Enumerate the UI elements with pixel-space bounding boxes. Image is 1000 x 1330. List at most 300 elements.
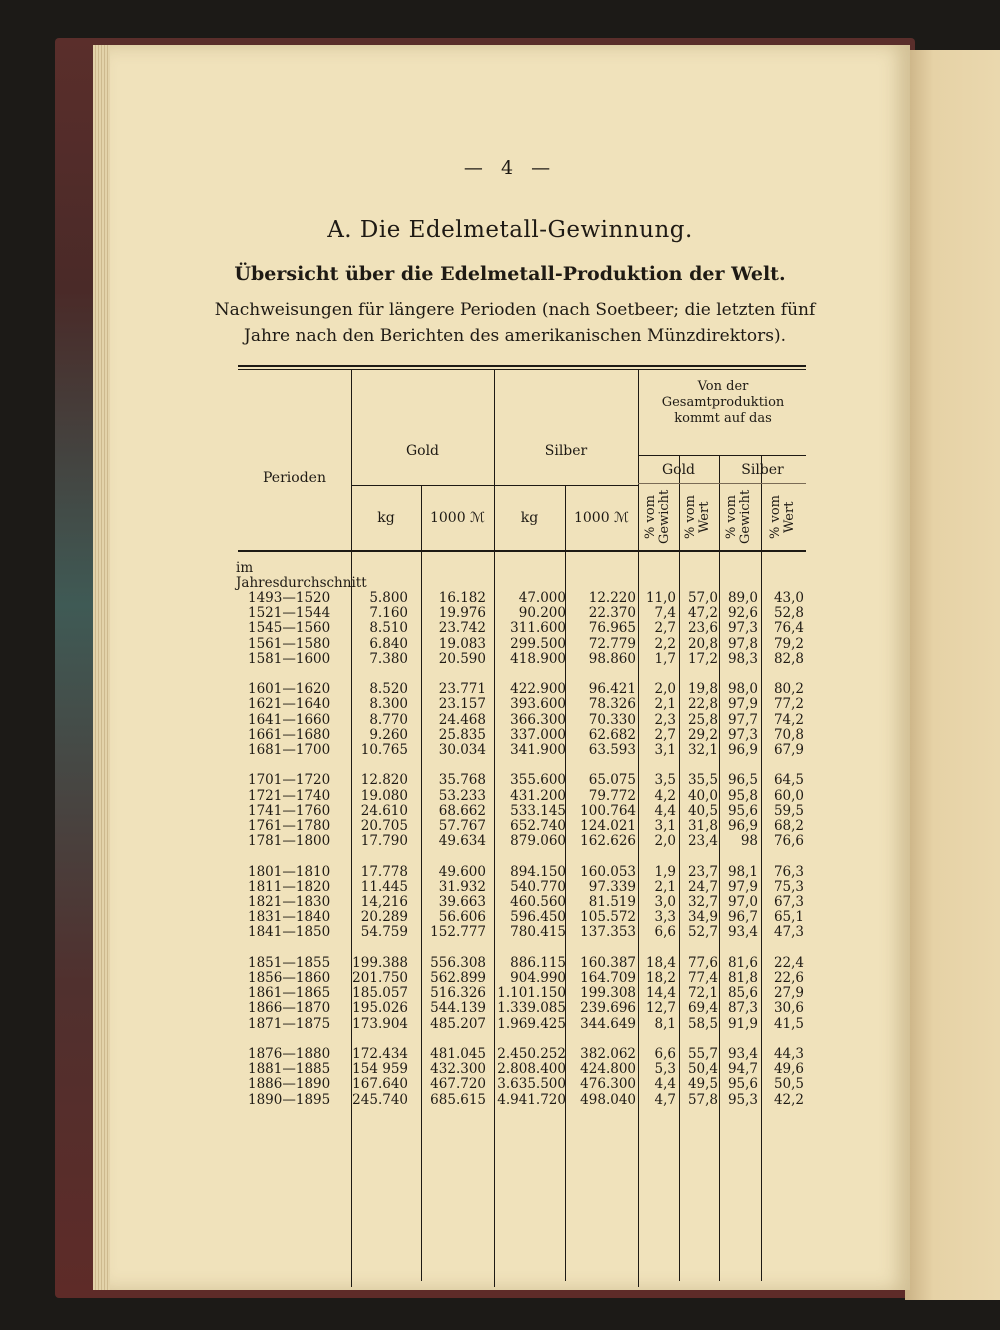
cell-silber-kg: 90.200	[518, 605, 566, 622]
cell-gold-wert: 29,2	[687, 726, 718, 743]
cell-gold-kg: 8.300	[369, 696, 408, 713]
cell-silber-wert: 76,4	[773, 620, 804, 637]
share-subrule	[638, 483, 806, 484]
cell-gold-wert: 40,5	[687, 802, 718, 819]
cell-period: 1866—1870	[248, 1000, 331, 1017]
cell-silber-mark: 476.300	[580, 1076, 636, 1093]
cell-silber-kg: 460.560	[510, 894, 566, 910]
cell-period: 1871—1875	[248, 1015, 331, 1032]
cell-silber-wert: 77,2	[773, 696, 804, 713]
cell-silber-wert: 68,2	[773, 818, 804, 834]
cell-gold-mark: 35.768	[438, 772, 486, 789]
cell-gold-gew: 3,1	[654, 742, 676, 758]
cell-silber-mark: 97.339	[588, 878, 636, 895]
cell-silber-kg: 393.600	[510, 696, 566, 713]
cell-gold-wert: 57,0	[687, 590, 718, 606]
cell-period: 1886—1890	[248, 1076, 331, 1093]
cell-gold-mark: 152.777	[430, 924, 486, 941]
cell-gold-mark: 25.835	[438, 726, 486, 743]
cell-gold-wert: 35,5	[687, 772, 718, 789]
cell-silber-gew: 98,3	[727, 650, 758, 667]
cell-gold-gew: 1,7	[654, 650, 676, 667]
cell-gold-kg: 245.740	[352, 1091, 408, 1108]
cell-gold-mark: 20.590	[438, 650, 486, 667]
header-share-gold: Gold	[661, 462, 696, 478]
cell-silber-wert: 76,6	[773, 833, 804, 850]
cell-silber-mark: 160.387	[580, 954, 636, 971]
cell-silber-gew: 97,3	[727, 620, 758, 637]
cell-gold-mark: 39.663	[438, 894, 486, 910]
table-row	[238, 637, 806, 652]
cell-gold-wert: 34,9	[687, 909, 718, 926]
cell-gold-mark: 24.468	[438, 711, 486, 728]
cell-period: 1831—1840	[248, 909, 331, 926]
cell-period: 1811—1820	[248, 878, 331, 895]
cell-gold-mark: 57.767	[438, 818, 486, 834]
cell-gold-kg: 7.160	[369, 605, 408, 622]
cell-period: 1641—1660	[248, 711, 331, 728]
table-row	[238, 804, 806, 819]
cell-period: 1881—1885	[248, 1061, 331, 1078]
cell-gold-mark: 19.976	[438, 605, 486, 622]
cell-gold-wert: 23,7	[687, 863, 718, 880]
header-silber-kg: kg	[520, 510, 539, 526]
top-rule	[238, 365, 806, 367]
cell-gold-gew: 8,1	[654, 1015, 676, 1032]
cell-gold-mark: 49.634	[438, 833, 486, 850]
header-gold: Gold	[405, 443, 440, 459]
cell-silber-kg: 311.600	[510, 620, 566, 637]
cell-silber-wert: 65,1	[773, 909, 804, 926]
cell-silber-mark: 124.021	[580, 818, 636, 834]
cell-gold-gew: 18,4	[645, 954, 676, 971]
table-row	[238, 682, 806, 697]
cell-silber-mark: 79.772	[588, 787, 636, 804]
cell-silber-gew: 98,0	[727, 681, 758, 698]
cell-silber-wert: 60,0	[773, 787, 804, 804]
cell-gold-gew: 2,7	[654, 620, 676, 637]
cell-period: 1561—1580	[248, 635, 331, 652]
cell-gold-wert: 50,4	[687, 1061, 718, 1078]
cell-period: 1781—1800	[248, 833, 331, 850]
cell-gold-kg: 24.610	[360, 802, 408, 819]
table-row	[238, 1001, 806, 1016]
cell-gold-gew: 6,6	[654, 924, 676, 941]
cell-silber-kg: 1.339.085	[497, 1000, 566, 1017]
cell-silber-wert: 70,8	[773, 726, 804, 743]
cell-period: 1681—1700	[248, 742, 331, 758]
right-page-edge	[905, 50, 1000, 1300]
cell-silber-wert: 75,3	[773, 878, 804, 895]
cell-silber-kg: 366.300	[510, 711, 566, 728]
cell-silber-mark: 239.696	[580, 1000, 636, 1017]
cell-gold-wert: 47,2	[687, 605, 718, 622]
cell-silber-gew: 97,9	[727, 878, 758, 895]
cell-gold-kg: 154 959	[352, 1061, 408, 1078]
cell-period: 1493—1520	[248, 590, 331, 606]
cell-gold-mark: 23.742	[438, 620, 486, 637]
cell-gold-gew: 12,7	[645, 1000, 676, 1017]
cell-silber-mark: 164.709	[580, 970, 636, 986]
table-row	[238, 971, 806, 986]
cell-silber-kg: 418.900	[510, 650, 566, 667]
cell-silber-wert: 82,8	[773, 650, 804, 667]
cell-gold-wert: 32,7	[687, 894, 718, 910]
cell-silber-gew: 95,6	[727, 802, 758, 819]
cell-gold-wert: 58,5	[687, 1015, 718, 1032]
cell-silber-mark: 98.860	[588, 650, 636, 667]
cell-silber-kg: 422.900	[510, 681, 566, 698]
cell-gold-gew: 2,2	[654, 635, 676, 652]
cell-gold-wert: 77,4	[687, 970, 718, 986]
cell-gold-gew: 4,2	[654, 787, 676, 804]
cell-gold-kg: 14,216	[360, 894, 408, 910]
cell-gold-gew: 5,3	[654, 1061, 676, 1078]
cell-period: 1721—1740	[248, 787, 331, 804]
table-row	[238, 1093, 806, 1108]
cell-silber-kg: 2.450.252	[497, 1046, 566, 1062]
cell-gold-mark: 49.600	[438, 863, 486, 880]
cell-gold-mark: 30.034	[438, 742, 486, 758]
cell-gold-gew: 11,0	[645, 590, 676, 606]
cell-silber-gew: 97,0	[727, 894, 758, 910]
table-row	[238, 621, 806, 636]
cell-silber-kg: 3.635.500	[497, 1076, 566, 1093]
cell-gold-gew: 3,1	[654, 818, 676, 834]
cell-gold-gew: 18,2	[645, 970, 676, 986]
cell-silber-gew: 98,1	[727, 863, 758, 880]
table-row	[238, 895, 806, 910]
cell-silber-gew: 81,8	[727, 970, 758, 986]
top-rule-thin	[238, 369, 806, 370]
cell-period: 1801—1810	[248, 863, 331, 880]
cell-silber-wert: 50,5	[773, 1076, 804, 1093]
cell-gold-kg: 20.289	[360, 909, 408, 926]
cell-gold-kg: 17.790	[360, 833, 408, 850]
table-row	[238, 713, 806, 728]
cell-silber-mark: 72.779	[588, 635, 636, 652]
cell-gold-wert: 77,6	[687, 954, 718, 971]
cell-gold-kg: 185.057	[352, 985, 408, 1002]
cell-gold-wert: 25,8	[687, 711, 718, 728]
cell-period: 1861—1865	[248, 985, 331, 1002]
cell-silber-mark: 70.330	[588, 711, 636, 728]
table-row	[238, 697, 806, 712]
cell-silber-wert: 64,5	[773, 772, 804, 789]
cell-period: 1581—1600	[248, 650, 331, 667]
cell-gold-mark: 432.300	[430, 1061, 486, 1078]
cell-silber-mark: 100.764	[580, 802, 636, 819]
cell-silber-wert: 42,2	[773, 1091, 804, 1108]
table-row	[238, 1077, 806, 1092]
cell-gold-wert: 22,8	[687, 696, 718, 713]
cell-silber-kg: 540.770	[510, 878, 566, 895]
section-heading: A. Die Edelmetall-Gewinnung.	[327, 217, 693, 243]
cell-silber-kg: 4.941.720	[497, 1091, 566, 1108]
cell-gold-gew: 2,0	[654, 681, 676, 698]
cell-gold-kg: 20.705	[360, 818, 408, 834]
cell-silber-mark: 382.062	[580, 1046, 636, 1062]
cell-silber-kg: 341.900	[510, 742, 566, 758]
header-silber-gewicht: % vom Gewicht	[724, 489, 753, 545]
cell-gold-kg: 167.640	[352, 1076, 408, 1093]
cell-gold-mark: 556.308	[430, 954, 486, 971]
cell-silber-kg: 1.969.425	[497, 1015, 566, 1032]
table-row	[238, 1017, 806, 1032]
cell-silber-kg: 533.145	[510, 802, 566, 819]
table-row	[238, 773, 806, 788]
intro-label: im Jahresdurchschnitt	[236, 560, 367, 591]
table-row	[238, 865, 806, 880]
cell-silber-gew: 97,7	[727, 711, 758, 728]
table-row	[238, 728, 806, 743]
cell-silber-kg: 431.200	[510, 787, 566, 804]
cell-gold-gew: 3,3	[654, 909, 676, 926]
cell-gold-mark: 544.139	[430, 1000, 486, 1017]
cell-silber-mark: 22.370	[588, 605, 636, 622]
cell-silber-wert: 30,6	[773, 1000, 804, 1017]
header-rule	[238, 550, 806, 552]
cell-silber-wert: 79,2	[773, 635, 804, 652]
cell-gold-wert: 32,1	[687, 742, 718, 758]
cell-gold-mark: 481.045	[430, 1046, 486, 1062]
cell-period: 1741—1760	[248, 802, 331, 819]
cell-gold-wert: 17,2	[687, 650, 718, 667]
cell-silber-gew: 96,5	[727, 772, 758, 789]
cell-silber-wert: 22,4	[773, 954, 804, 971]
cell-gold-kg: 5.800	[369, 590, 408, 606]
cell-gold-kg: 8.520	[369, 681, 408, 698]
cell-gold-mark: 56.606	[438, 909, 486, 926]
cell-gold-mark: 16.182	[438, 590, 486, 606]
cell-period: 1521—1544	[248, 605, 331, 622]
cell-silber-mark: 498.040	[580, 1091, 636, 1108]
cell-period: 1841—1850	[248, 924, 331, 941]
table-subtitle: Nachweisungen für längere Perioden (nach Soetbeer; die letzten fünf Jahre nach den Berichten des amerikanischen Münzdirektors).	[214, 300, 816, 346]
cell-silber-mark: 424.800	[580, 1061, 636, 1078]
cell-silber-gew: 89,0	[727, 590, 758, 606]
table-row	[238, 652, 806, 667]
cell-gold-wert: 49,5	[687, 1076, 718, 1093]
cell-gold-wert: 57,8	[687, 1091, 718, 1108]
header-silber: Silber	[544, 443, 588, 459]
cell-silber-gew: 95,8	[727, 787, 758, 804]
cell-silber-gew: 96,9	[727, 742, 758, 758]
table-row	[238, 986, 806, 1001]
cell-silber-wert: 76,3	[773, 863, 804, 880]
cell-silber-gew: 85,6	[727, 985, 758, 1002]
cell-silber-wert: 67,9	[773, 742, 804, 758]
cell-gold-gew: 4,4	[654, 802, 676, 819]
cell-gold-kg: 6.840	[369, 635, 408, 652]
cell-gold-mark: 685.615	[430, 1091, 486, 1108]
cell-gold-wert: 19,8	[687, 681, 718, 698]
cell-silber-gew: 95,3	[727, 1091, 758, 1108]
cell-silber-wert: 59,5	[773, 802, 804, 819]
cell-silber-wert: 41,5	[773, 1015, 804, 1032]
cell-gold-wert: 23,6	[687, 620, 718, 637]
cell-gold-gew: 2,3	[654, 711, 676, 728]
cell-gold-gew: 2,7	[654, 726, 676, 743]
header-gold-mark: 1000 ℳ	[429, 510, 486, 526]
cell-gold-kg: 172.434	[352, 1046, 408, 1062]
cell-gold-kg: 8.770	[369, 711, 408, 728]
table-row	[238, 834, 806, 849]
cell-silber-wert: 74,2	[773, 711, 804, 728]
cell-gold-kg: 17.778	[360, 863, 408, 880]
cell-silber-wert: 67,3	[773, 894, 804, 910]
cell-silber-kg: 337.000	[510, 726, 566, 743]
cell-silber-wert: 44,3	[773, 1046, 804, 1062]
cell-silber-kg: 355.600	[510, 772, 566, 789]
cell-gold-gew: 3,0	[654, 894, 676, 910]
header-share-group: Von der Gesamtproduktion kommt auf das	[661, 379, 785, 426]
cell-period: 1621—1640	[248, 696, 331, 713]
cell-silber-mark: 137.353	[580, 924, 636, 941]
cell-silber-gew: 92,6	[727, 605, 758, 622]
cell-gold-gew: 2,1	[654, 878, 676, 895]
cell-silber-gew: 96,9	[727, 818, 758, 834]
table-title: Übersicht über die Edelmetall-Produktion der Welt.	[234, 263, 786, 285]
cell-silber-mark: 96.421	[588, 681, 636, 698]
cell-gold-kg: 54.759	[360, 924, 408, 941]
cell-gold-gew: 14,4	[645, 985, 676, 1002]
cell-period: 1761—1780	[248, 818, 331, 834]
cell-gold-wert: 52,7	[687, 924, 718, 941]
cell-gold-kg: 8.510	[369, 620, 408, 637]
header-gold-wert: % vom Wert	[683, 495, 712, 539]
cell-silber-kg: 894.150	[510, 863, 566, 880]
cell-silber-mark: 105.572	[580, 909, 636, 926]
cell-period: 1851—1855	[248, 954, 331, 971]
cell-gold-wert: 24,7	[687, 878, 718, 895]
cell-silber-wert: 47,3	[773, 924, 804, 941]
table-row	[238, 606, 806, 621]
cell-gold-wert: 69,4	[687, 1000, 718, 1017]
cell-silber-mark: 344.649	[580, 1015, 636, 1032]
cell-gold-gew: 4,4	[654, 1076, 676, 1093]
cell-gold-wert: 72,1	[687, 985, 718, 1002]
header-perioden: Perioden	[263, 470, 326, 486]
cell-silber-kg: 879.060	[510, 833, 566, 850]
cell-gold-wert: 55,7	[687, 1046, 718, 1062]
cell-silber-mark: 76.965	[588, 620, 636, 637]
cell-silber-gew: 97,3	[727, 726, 758, 743]
cell-gold-wert: 20,8	[687, 635, 718, 652]
cell-silber-kg: 1.101.150	[497, 985, 566, 1002]
page-content	[110, 45, 910, 1290]
cell-gold-gew: 2,1	[654, 696, 676, 713]
cell-silber-kg: 780.415	[510, 924, 566, 941]
header-share-silber: Silber	[741, 462, 784, 478]
cell-silber-gew: 81,6	[727, 954, 758, 971]
cell-silber-mark: 12.220	[588, 590, 636, 606]
cell-silber-gew: 97,9	[727, 696, 758, 713]
cell-silber-gew: 95,6	[727, 1076, 758, 1093]
cell-silber-gew: 93,4	[727, 1046, 758, 1062]
table-row	[238, 819, 806, 834]
table-row	[238, 910, 806, 925]
cell-silber-wert: 80,2	[773, 681, 804, 698]
cell-period: 1701—1720	[248, 772, 331, 789]
cell-silber-mark: 199.308	[580, 985, 636, 1002]
cell-gold-wert: 23,4	[687, 833, 718, 850]
cell-gold-gew: 3,5	[654, 772, 676, 789]
cell-period: 1876—1880	[248, 1046, 331, 1062]
cell-silber-gew: 91,9	[727, 1015, 758, 1032]
cell-gold-mark: 516.326	[430, 985, 486, 1002]
cell-gold-mark: 485.207	[430, 1015, 486, 1032]
cell-silber-gew: 98	[740, 833, 758, 850]
cell-silber-mark: 160.053	[580, 863, 636, 880]
cell-silber-kg: 47.000	[518, 590, 566, 606]
cell-gold-kg: 201.750	[352, 970, 408, 986]
cell-period: 1601—1620	[248, 681, 331, 698]
cell-gold-gew: 6,6	[654, 1046, 676, 1062]
cell-silber-mark: 63.593	[588, 742, 636, 758]
cell-gold-wert: 40,0	[687, 787, 718, 804]
table-row	[238, 956, 806, 971]
cell-silber-kg: 596.450	[510, 909, 566, 926]
cell-silber-kg: 2.808.400	[497, 1061, 566, 1078]
cell-gold-mark: 467.720	[430, 1076, 486, 1093]
cell-gold-kg: 173.904	[352, 1015, 408, 1032]
cell-silber-wert: 49,6	[773, 1061, 804, 1078]
cell-silber-wert: 43,0	[773, 590, 804, 606]
header-subrule	[638, 455, 806, 456]
cell-gold-gew: 1,9	[654, 863, 676, 880]
cell-gold-kg: 11.445	[360, 878, 408, 895]
cell-silber-wert: 22,6	[773, 970, 804, 986]
cell-silber-mark: 162.626	[580, 833, 636, 850]
cell-silber-gew: 87,3	[727, 1000, 758, 1017]
cell-period: 1821—1830	[248, 894, 331, 910]
cell-silber-gew: 94,7	[727, 1061, 758, 1078]
cell-silber-gew: 97,8	[727, 635, 758, 652]
cell-silber-kg: 904.990	[510, 970, 566, 986]
table-row	[238, 591, 806, 606]
cell-gold-kg: 199.388	[352, 954, 408, 971]
cell-gold-mark: 23.771	[438, 681, 486, 698]
cell-silber-mark: 78.326	[588, 696, 636, 713]
cell-gold-kg: 7.380	[369, 650, 408, 667]
header-silber-wert: % vom Wert	[768, 495, 797, 539]
cell-gold-mark: 53.233	[438, 787, 486, 804]
cell-gold-kg: 10.765	[360, 742, 408, 758]
cell-gold-kg: 9.260	[369, 726, 408, 743]
cell-silber-gew: 93,4	[727, 924, 758, 941]
cell-gold-mark: 23.157	[438, 696, 486, 713]
table-row	[238, 1062, 806, 1077]
cell-silber-mark: 65.075	[588, 772, 636, 789]
table-row	[238, 789, 806, 804]
header-subrule	[351, 485, 638, 486]
cell-period: 1661—1680	[248, 726, 331, 743]
cell-gold-mark: 31.932	[438, 878, 486, 895]
page-number: — 4 —	[463, 157, 557, 179]
cell-silber-wert: 52,8	[773, 605, 804, 622]
table-row	[238, 880, 806, 895]
cell-gold-gew: 2,0	[654, 833, 676, 850]
cell-gold-gew: 4,7	[654, 1091, 676, 1108]
header-gold-gewicht: % vom Gewicht	[643, 489, 672, 545]
book-page	[110, 45, 910, 1290]
cell-gold-gew: 7,4	[654, 605, 676, 622]
cell-silber-mark: 62.682	[588, 726, 636, 743]
header-silber-mark: 1000 ℳ	[573, 510, 630, 526]
table-row	[238, 1047, 806, 1062]
cell-gold-mark: 562.899	[430, 970, 486, 986]
